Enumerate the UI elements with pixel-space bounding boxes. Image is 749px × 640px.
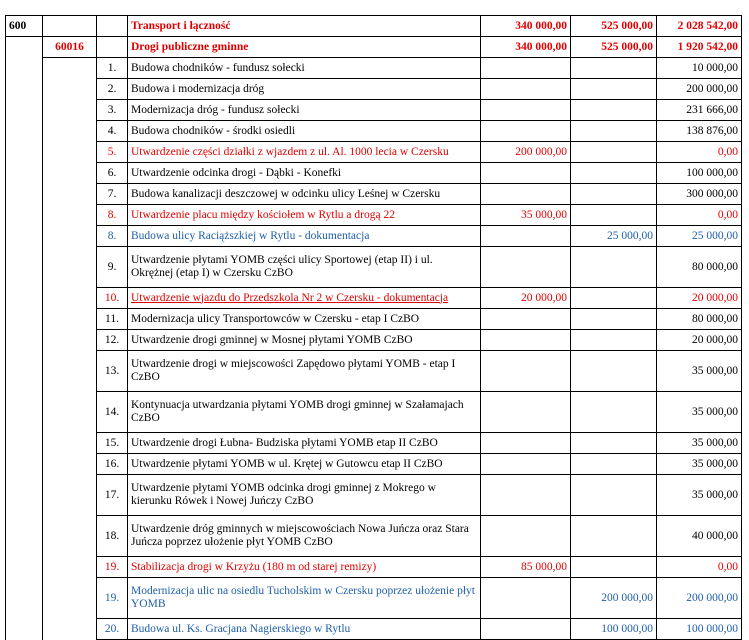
row-value-2 bbox=[571, 163, 657, 184]
empty-cell bbox=[43, 58, 97, 79]
empty-cell bbox=[43, 578, 97, 619]
row-value-3: 80 000,00 bbox=[657, 309, 742, 330]
subsection-name: Drogi publiczne gminne bbox=[128, 37, 481, 58]
table-row bbox=[6, 454, 742, 475]
row-value-1: 20 000,00 bbox=[481, 288, 571, 309]
table-row bbox=[6, 578, 742, 619]
row-number: 19. bbox=[97, 557, 128, 578]
row-value-1 bbox=[481, 247, 571, 288]
section-value-2: 525 000,00 bbox=[571, 16, 657, 37]
row-value-3: 20 000,00 bbox=[657, 330, 742, 351]
empty-cell bbox=[6, 454, 43, 475]
row-value-3: 0,00 bbox=[657, 557, 742, 578]
row-value-2: 100 000,00 bbox=[571, 619, 657, 640]
row-value-1 bbox=[481, 184, 571, 205]
empty-cell bbox=[6, 351, 43, 392]
row-value-3: 0,00 bbox=[657, 142, 742, 163]
empty-cell bbox=[43, 330, 97, 351]
row-value-3: 35 000,00 bbox=[657, 392, 742, 433]
row-number: 14. bbox=[97, 392, 128, 433]
empty-cell bbox=[43, 205, 97, 226]
row-number: 9. bbox=[97, 247, 128, 288]
empty-cell bbox=[43, 79, 97, 100]
table-row bbox=[6, 226, 742, 247]
row-value-1: 35 000,00 bbox=[481, 205, 571, 226]
empty-cell bbox=[6, 37, 43, 58]
row-number: 16. bbox=[97, 454, 128, 475]
row-name: Utwardzenie placu między kościołem w Rytlu a drogą 22 bbox=[128, 205, 481, 226]
row-value-2 bbox=[571, 121, 657, 142]
empty-cell bbox=[43, 288, 97, 309]
row-number: 13. bbox=[97, 351, 128, 392]
subsection-row bbox=[6, 37, 742, 58]
row-name: Budowa ul. Ks. Gracjana Nagierskiego w Rytlu bbox=[128, 619, 481, 640]
row-number: 4. bbox=[97, 121, 128, 142]
row-name: Utwardzenie wjazdu do Przedszkola Nr 2 w Czersku - dokumentacja bbox=[128, 288, 481, 309]
subsection-code: 60016 bbox=[43, 37, 97, 58]
row-value-3: 300 000,00 bbox=[657, 184, 742, 205]
empty-cell bbox=[6, 578, 43, 619]
row-value-1 bbox=[481, 578, 571, 619]
empty-cell bbox=[43, 100, 97, 121]
row-value-3: 35 000,00 bbox=[657, 475, 742, 516]
section-code: 600 bbox=[6, 16, 43, 37]
empty-cell bbox=[6, 226, 43, 247]
row-value-2 bbox=[571, 557, 657, 578]
row-value-3: 10 000,00 bbox=[657, 58, 742, 79]
row-value-1 bbox=[481, 516, 571, 557]
table-row bbox=[6, 330, 742, 351]
row-value-1: 200 000,00 bbox=[481, 142, 571, 163]
row-value-2 bbox=[571, 351, 657, 392]
row-value-3: 138 876,00 bbox=[657, 121, 742, 142]
table-row bbox=[6, 121, 742, 142]
row-value-3: 20 000,00 bbox=[657, 288, 742, 309]
row-name: Modernizacja ulic na osiedlu Tucholskim w Czersku poprzez ułożenie płyt YOMB bbox=[128, 578, 481, 619]
row-number: 3. bbox=[97, 100, 128, 121]
row-value-1 bbox=[481, 619, 571, 640]
table-row bbox=[6, 351, 742, 392]
row-value-3: 200 000,00 bbox=[657, 578, 742, 619]
empty-cell bbox=[43, 619, 97, 640]
table-row bbox=[6, 163, 742, 184]
row-name: Utwardzenie płytami YOMB odcinka drogi gminnej z Mokrego w kierunku Rówek i Nowej Juńczy CzBO bbox=[128, 475, 481, 516]
row-value-2 bbox=[571, 100, 657, 121]
table-row bbox=[6, 58, 742, 79]
row-value-2 bbox=[571, 184, 657, 205]
row-number: 6. bbox=[97, 163, 128, 184]
row-value-3: 0,00 bbox=[657, 205, 742, 226]
row-value-2 bbox=[571, 205, 657, 226]
empty-cell bbox=[43, 351, 97, 392]
row-value-3: 200 000,00 bbox=[657, 79, 742, 100]
subsection-value-3: 1 920 542,00 bbox=[657, 37, 742, 58]
row-number: 20. bbox=[97, 619, 128, 640]
row-value-1 bbox=[481, 100, 571, 121]
row-value-2 bbox=[571, 330, 657, 351]
empty-cell bbox=[6, 163, 43, 184]
row-value-1 bbox=[481, 351, 571, 392]
empty-cell bbox=[43, 433, 97, 454]
row-number: 1. bbox=[97, 58, 128, 79]
empty-cell bbox=[6, 475, 43, 516]
empty-cell bbox=[6, 557, 43, 578]
row-name: Utwardzenie płytami YOMB części ulicy Sportowej (etap II) i ul. Okrężnej (etap I) w Czersku CzBO bbox=[128, 247, 481, 288]
empty-cell bbox=[43, 226, 97, 247]
subsection-value-2: 525 000,00 bbox=[571, 37, 657, 58]
row-value-3: 35 000,00 bbox=[657, 433, 742, 454]
row-value-2 bbox=[571, 475, 657, 516]
row-name: Budowa i modernizacja dróg bbox=[128, 79, 481, 100]
table-row bbox=[6, 288, 742, 309]
row-name: Utwardzenie drogi w miejscowości Zapędowo płytami YOMB - etap I CzBO bbox=[128, 351, 481, 392]
row-name: Utwardzenie odcinka drogi - Dąbki - Konefki bbox=[128, 163, 481, 184]
table-row bbox=[6, 516, 742, 557]
row-value-2 bbox=[571, 392, 657, 433]
row-value-1 bbox=[481, 475, 571, 516]
row-value-1 bbox=[481, 309, 571, 330]
table-row bbox=[6, 392, 742, 433]
row-name: Utwardzenie płytami YOMB w ul. Krętej w Gutowcu etap II CzBO bbox=[128, 454, 481, 475]
table-row bbox=[6, 79, 742, 100]
row-number: 11. bbox=[97, 309, 128, 330]
table-row bbox=[6, 205, 742, 226]
empty-cell bbox=[6, 433, 43, 454]
empty-cell bbox=[43, 309, 97, 330]
empty-cell bbox=[43, 121, 97, 142]
row-name: Budowa kanalizacji deszczowej w odcinku ulicy Leśnej w Czersku bbox=[128, 184, 481, 205]
row-name: Utwardzenie drogi gminnej w Mosnej płytami YOMB CzBO bbox=[128, 330, 481, 351]
row-number: 15. bbox=[97, 433, 128, 454]
row-name: Utwardzenie drogi Łubna- Budziska płytami YOMB etap II CzBO bbox=[128, 433, 481, 454]
row-value-3: 80 000,00 bbox=[657, 247, 742, 288]
table-row bbox=[6, 557, 742, 578]
row-value-3: 100 000,00 bbox=[657, 619, 742, 640]
table-row bbox=[6, 619, 742, 640]
section-value-3: 2 028 542,00 bbox=[657, 16, 742, 37]
row-name: Utwardzenie części działki z wjazdem z ul. Al. 1000 lecia w Czersku bbox=[128, 142, 481, 163]
table-row bbox=[6, 142, 742, 163]
row-number: 5. bbox=[97, 142, 128, 163]
row-name: Budowa chodników - fundusz sołecki bbox=[128, 58, 481, 79]
budget-table bbox=[5, 15, 742, 640]
row-value-3: 231 666,00 bbox=[657, 100, 742, 121]
row-value-2: 25 000,00 bbox=[571, 226, 657, 247]
row-value-1 bbox=[481, 433, 571, 454]
section-name: Transport i łączność bbox=[128, 16, 481, 37]
empty-cell bbox=[6, 288, 43, 309]
empty-cell bbox=[6, 100, 43, 121]
row-value-2 bbox=[571, 79, 657, 100]
row-value-2: 200 000,00 bbox=[571, 578, 657, 619]
row-name: Stabilizacja drogi w Krzyżu (180 m od starej remizy) bbox=[128, 557, 481, 578]
row-value-2 bbox=[571, 516, 657, 557]
row-value-2 bbox=[571, 433, 657, 454]
row-value-2 bbox=[571, 309, 657, 330]
empty-cell bbox=[43, 557, 97, 578]
row-value-3: 25 000,00 bbox=[657, 226, 742, 247]
row-value-2 bbox=[571, 142, 657, 163]
row-number: 18. bbox=[97, 516, 128, 557]
row-value-3: 40 000,00 bbox=[657, 516, 742, 557]
empty-cell bbox=[6, 142, 43, 163]
empty-cell bbox=[6, 205, 43, 226]
empty-cell bbox=[6, 184, 43, 205]
empty-cell bbox=[6, 309, 43, 330]
empty-cell bbox=[6, 330, 43, 351]
empty-cell bbox=[6, 247, 43, 288]
empty-cell bbox=[6, 121, 43, 142]
row-number: 2. bbox=[97, 79, 128, 100]
empty-cell bbox=[43, 516, 97, 557]
empty-cell bbox=[97, 37, 128, 58]
row-number: 19. bbox=[97, 578, 128, 619]
row-value-1 bbox=[481, 121, 571, 142]
subsection-value-1: 340 000,00 bbox=[481, 37, 571, 58]
empty-cell bbox=[43, 392, 97, 433]
row-number: 10. bbox=[97, 288, 128, 309]
row-name: Kontynuacja utwardzania płytami YOMB drogi gminnej w Szałamajach CzBO bbox=[128, 392, 481, 433]
row-number: 7. bbox=[97, 184, 128, 205]
section-value-1: 340 000,00 bbox=[481, 16, 571, 37]
row-name: Budowa ulicy Raciąższkiej w Rytlu - dokumentacja bbox=[128, 226, 481, 247]
empty-cell bbox=[6, 58, 43, 79]
empty-cell bbox=[43, 184, 97, 205]
row-name: Budowa chodników - środki osiedli bbox=[128, 121, 481, 142]
row-number: 12. bbox=[97, 330, 128, 351]
table-row bbox=[6, 433, 742, 454]
row-number: 8. bbox=[97, 226, 128, 247]
table-row bbox=[6, 247, 742, 288]
row-name: Modernizacja dróg - fundusz sołecki bbox=[128, 100, 481, 121]
empty-cell bbox=[6, 619, 43, 640]
row-value-1 bbox=[481, 226, 571, 247]
empty-cell bbox=[43, 142, 97, 163]
row-name: Modernizacja ulicy Transportowców w Czersku - etap I CzBO bbox=[128, 309, 481, 330]
row-value-2 bbox=[571, 247, 657, 288]
row-value-1: 85 000,00 bbox=[481, 557, 571, 578]
row-value-3: 35 000,00 bbox=[657, 351, 742, 392]
row-number: 17. bbox=[97, 475, 128, 516]
row-value-1 bbox=[481, 330, 571, 351]
section-row bbox=[6, 16, 742, 37]
empty-cell bbox=[6, 392, 43, 433]
empty-cell bbox=[43, 247, 97, 288]
row-value-2 bbox=[571, 454, 657, 475]
row-value-2 bbox=[571, 58, 657, 79]
row-value-3: 100 000,00 bbox=[657, 163, 742, 184]
row-value-1 bbox=[481, 79, 571, 100]
empty-cell bbox=[43, 475, 97, 516]
table-row bbox=[6, 475, 742, 516]
empty-cell bbox=[43, 454, 97, 475]
row-value-1 bbox=[481, 392, 571, 433]
empty-cell bbox=[43, 163, 97, 184]
table-row bbox=[6, 100, 742, 121]
table-row bbox=[6, 184, 742, 205]
empty-cell bbox=[6, 516, 43, 557]
row-value-1 bbox=[481, 454, 571, 475]
empty-cell bbox=[43, 16, 97, 37]
row-value-1 bbox=[481, 58, 571, 79]
table-row bbox=[6, 309, 742, 330]
row-value-2 bbox=[571, 288, 657, 309]
empty-cell bbox=[97, 16, 128, 37]
row-number: 8. bbox=[97, 205, 128, 226]
row-name: Utwardzenie dróg gminnych w miejscowościach Nowa Juńcza oraz Stara Juńcza poprzez ułożenie płyt YOMB CzBO bbox=[128, 516, 481, 557]
row-value-1 bbox=[481, 163, 571, 184]
row-value-3: 35 000,00 bbox=[657, 454, 742, 475]
empty-cell bbox=[6, 79, 43, 100]
